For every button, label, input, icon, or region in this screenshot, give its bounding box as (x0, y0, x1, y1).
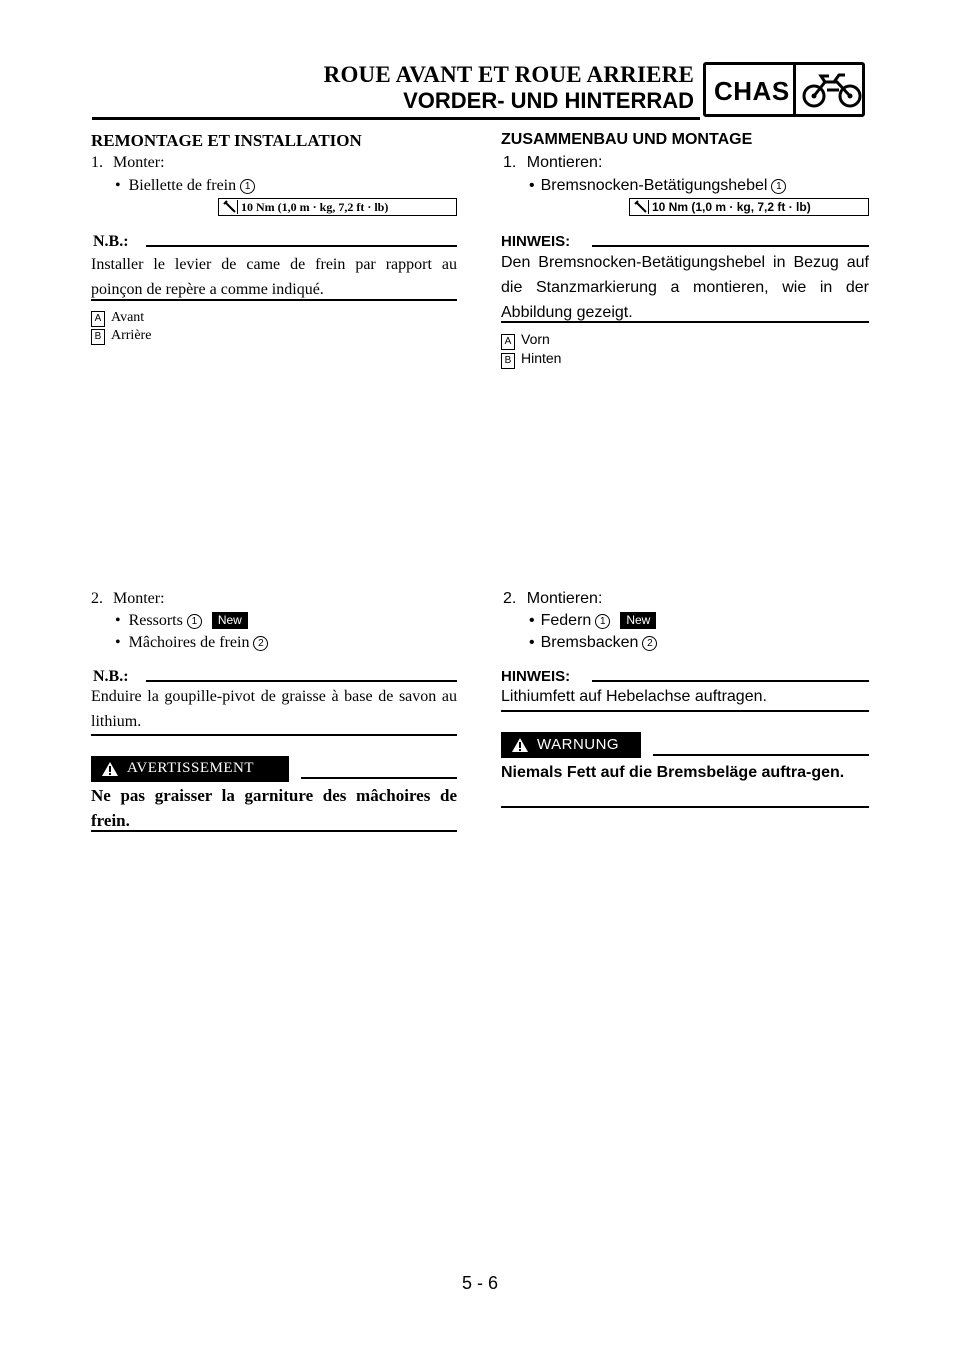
note-text: Lithiumfett auf Hebelachse auftragen. (501, 688, 767, 705)
note-text: Installer le levier de came de frein par rapport au poinçon de repère a comme indiqué. (91, 256, 457, 298)
note-rule-top (146, 680, 457, 682)
warning-badge (501, 732, 641, 758)
section-title: ZUSAMMENBAU UND MONTAGE (501, 131, 753, 148)
step-2 (91, 590, 165, 608)
item-text: Ressorts (128, 612, 183, 629)
note-text: Den Bremsnocken-Betätigungshebel in Bezug auf die Stanzmarkierung a montieren, wie in der Abbildung gezeigt. (501, 254, 869, 321)
warning-label: WARNUNG (537, 736, 620, 753)
ref-number: 1 (187, 614, 202, 629)
new-badge: New (620, 612, 656, 629)
step-action: Montieren: (526, 154, 603, 171)
bullet: • (115, 177, 121, 194)
step-1-item (115, 177, 255, 195)
note-heading: HINWEIS: (501, 668, 571, 685)
legend-label: Avant (111, 310, 145, 325)
step-number: 1. (503, 154, 517, 171)
legend-item-a (501, 331, 550, 350)
header-title-german: VORDER- UND HINTERRAD (403, 88, 694, 113)
item-text: Bremsnocken-Betätigungshebel (540, 177, 768, 194)
header-rule (92, 117, 700, 120)
step-1 (503, 154, 602, 172)
note-text: Enduire la goupille-pivot de graisse à base de savon au lithium. (91, 688, 457, 730)
note-rule-bottom (501, 321, 869, 323)
ref-number: 2 (642, 636, 657, 651)
step-2-item-2 (529, 634, 657, 652)
section-tab (703, 62, 865, 117)
note-rule-top (146, 245, 457, 247)
torque-value: 10 Nm (1,0 m · kg, 7,2 ft · lb) (652, 200, 811, 214)
legend-key: A (501, 334, 515, 350)
torque-spec (218, 198, 457, 216)
warning-rule-top (301, 777, 457, 779)
step-number: 2. (91, 590, 103, 607)
step-number: 1. (91, 154, 103, 171)
warning-rule-bottom (501, 806, 869, 808)
legend-item-a (91, 310, 144, 327)
step-2-item-1 (115, 612, 248, 630)
item-text: Mâchoires de frein (128, 634, 250, 651)
step-action: Montieren: (526, 590, 603, 607)
warning-rule-bottom (91, 830, 457, 832)
torque-value: 10 Nm (1,0 m · kg, 7,2 ft · lb) (241, 200, 389, 214)
section-code: CHAS (714, 76, 790, 106)
legend-key: B (501, 353, 515, 369)
page-number: 5 - 6 (461, 1273, 499, 1293)
step-action: Monter: (113, 590, 165, 607)
step-action: Monter: (113, 154, 165, 171)
warning-text: Ne pas graisser la garniture des mâchoires de frein. (91, 786, 457, 830)
note-heading: N.B.: (93, 668, 129, 685)
step-2-item-2 (115, 634, 268, 652)
warning-badge (91, 756, 289, 782)
legend-label: Vorn (521, 331, 550, 347)
torque-wrench-icon (223, 200, 238, 214)
torque-spec (629, 198, 869, 216)
legend-item-b (91, 328, 151, 345)
ref-number: 1 (595, 614, 610, 629)
note-heading: HINWEIS: (501, 233, 571, 250)
item-text: Bremsbacken (540, 634, 639, 651)
warning-rule-top (653, 754, 869, 756)
step-number: 2. (503, 590, 517, 607)
ref-number: 2 (253, 636, 268, 651)
warning-icon (511, 737, 529, 753)
step-2-item-1 (529, 612, 656, 630)
step-1-item (529, 177, 786, 195)
legend-key: B (91, 329, 105, 345)
warning-icon (101, 761, 119, 777)
warning-label: AVERTISSEMENT (127, 760, 254, 776)
note-heading: N.B.: (93, 233, 129, 250)
bullet: • (115, 634, 121, 651)
new-badge: New (212, 612, 248, 629)
item-text: Biellette de frein (128, 177, 237, 194)
legend-label: Arrière (111, 328, 152, 343)
note-rule-top (592, 245, 869, 247)
note-rule-bottom (91, 734, 457, 736)
note-rule-top (592, 680, 869, 682)
ref-number: 1 (240, 179, 255, 194)
bullet: • (529, 177, 535, 194)
bullet: • (529, 634, 535, 651)
section-tab-divider (793, 65, 796, 114)
step-1 (91, 154, 165, 172)
header-title-french: ROUE AVANT ET ROUE ARRIERE (323, 62, 694, 87)
bullet: • (115, 612, 121, 629)
note-rule-bottom (91, 299, 457, 301)
legend-label: Hinten (521, 350, 562, 366)
section-title: REMONTAGE ET INSTALLATION (91, 131, 362, 150)
bullet: • (529, 612, 535, 629)
warning-text: Niemals Fett auf die Bremsbeläge auftra-gen. (501, 764, 845, 781)
note-rule-bottom (501, 710, 869, 712)
item-text: Federn (540, 612, 592, 629)
legend-key: A (91, 311, 105, 327)
motorcycle-icon (801, 72, 863, 110)
ref-number: 1 (771, 179, 786, 194)
torque-wrench-icon (634, 200, 649, 214)
step-2 (503, 590, 602, 608)
legend-item-b (501, 350, 561, 369)
